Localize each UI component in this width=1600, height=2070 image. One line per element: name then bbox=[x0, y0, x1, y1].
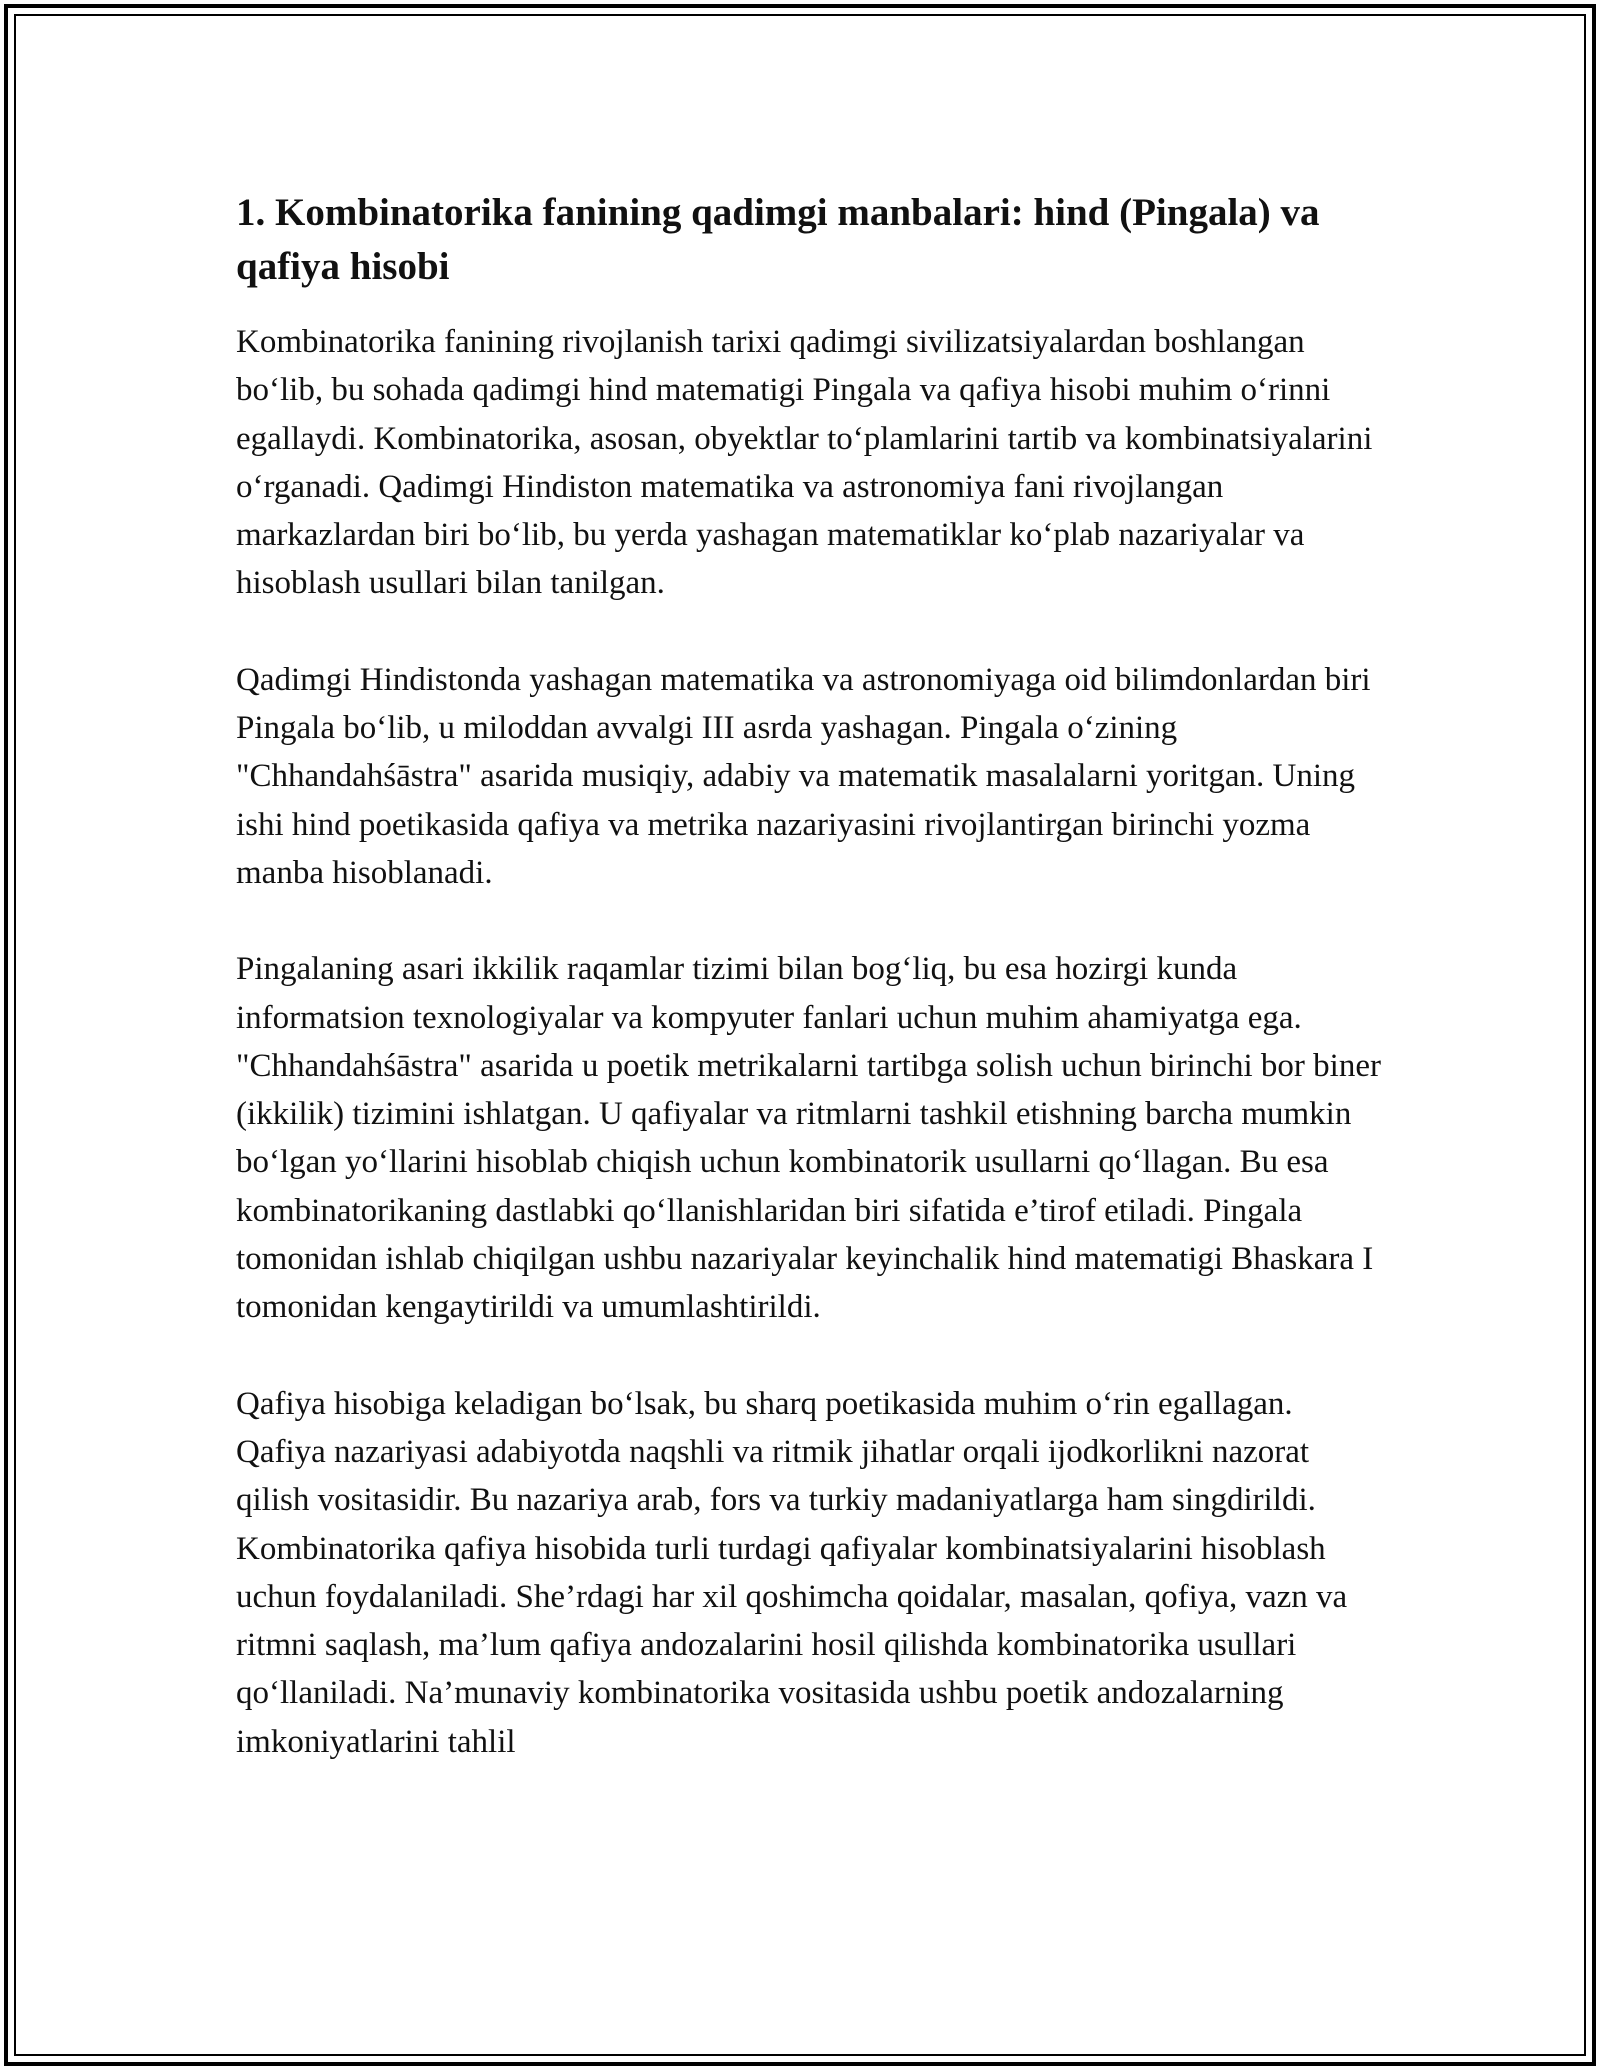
section-heading: 1. Kombinatorika fanining qadimgi manbalari: hind (Pingala) va qafiya hisobi bbox=[236, 191, 1320, 288]
paragraph-2: Qadimgi Hindistonda yashagan matematika va astronomiyaga oid bilimdonlardan biri Pingala bo‘lib, u miloddan avvalgi III asrda yashagan. Pingala o‘zining "Chhandahśāstra" asarida musiqiy, adabiy va matematik masalalarni yoritgan. Uning ishi hind poetikasida qafiya va metrika nazariyasini rivojlantirgan birinchi yozma manba hisoblanadi. bbox=[236, 661, 1371, 891]
paragraph-3: Pingalaning asari ikkilik raqamlar tizimi bilan bog‘liq, bu esa hozirgi kunda informatsion texnologiyalar va kompyuter fanlari uchun muhim ahamiyatga ega. "Chhandahśāstra" asarida u poetik metrikalarni tartibga solish uchun birinchi bor biner (ikkilik) tizimini ishlatgan. U qafiyalar va ritmlarni tashkil etishning barcha mumkin bo‘lgan yo‘llarini hisoblab chiqish uchun kombinatorik usullarni qo‘llagan. Bu esa kombinatorikaning dastlabki qo‘llanishlaridan biri sifatida e’tirof etiladi. Pingala tomonidan ishlab chiqilgan ushbu nazariyalar keyinchalik hind matematigi Bhaskara I tomonidan kengaytirildi va umumlashtirildi. bbox=[236, 951, 1381, 1326]
document-body bbox=[236, 186, 1381, 1766]
paragraph-1: Kombinatorika fanining rivojlanish tarixi qadimgi sivilizatsiyalardan boshlangan bo‘lib, bu sohada qadimgi hind matematigi Pingala va qafiya hisobi muhim o‘rinni egallaydi. Kombinatorika, asosan, obyektlar to‘plamlarini tartib va kombinatsiyalarini o‘rganadi. Qadimgi Hindiston matematika va astronomiya fani rivojlangan markazlardan biri bo‘lib, bu yerda yashagan matematiklar ko‘plab nazariyalar va hisoblash usullari bilan tanilgan. bbox=[236, 324, 1373, 602]
paragraph-4: Qafiya hisobiga keladigan bo‘lsak, bu sharq poetikasida muhim o‘rin egallagan. Qafiya nazariyasi adabiyotda naqshli va ritmik jihatlar orqali ijodkorlikni nazorat qilish vositasidir. Bu nazariya arab, fors va turkiy madaniyatlarga ham singdirildi. Kombinatorika qafiya hisobida turli turdagi qafiyalar kombinatsiyalarini hisoblash uchun foydalaniladi. She’rdagi har xil qoshimcha qoidalar, masalan, qofiya, vazn va ritmni saqlash, ma’lum qafiya andozalarini hosil qilishda kombinatorika usullari qo‘llaniladi. Na’munaviy kombinatorika vositasida ushbu poetik andozalarning imkoniyatlarini tahlil bbox=[236, 1385, 1348, 1760]
